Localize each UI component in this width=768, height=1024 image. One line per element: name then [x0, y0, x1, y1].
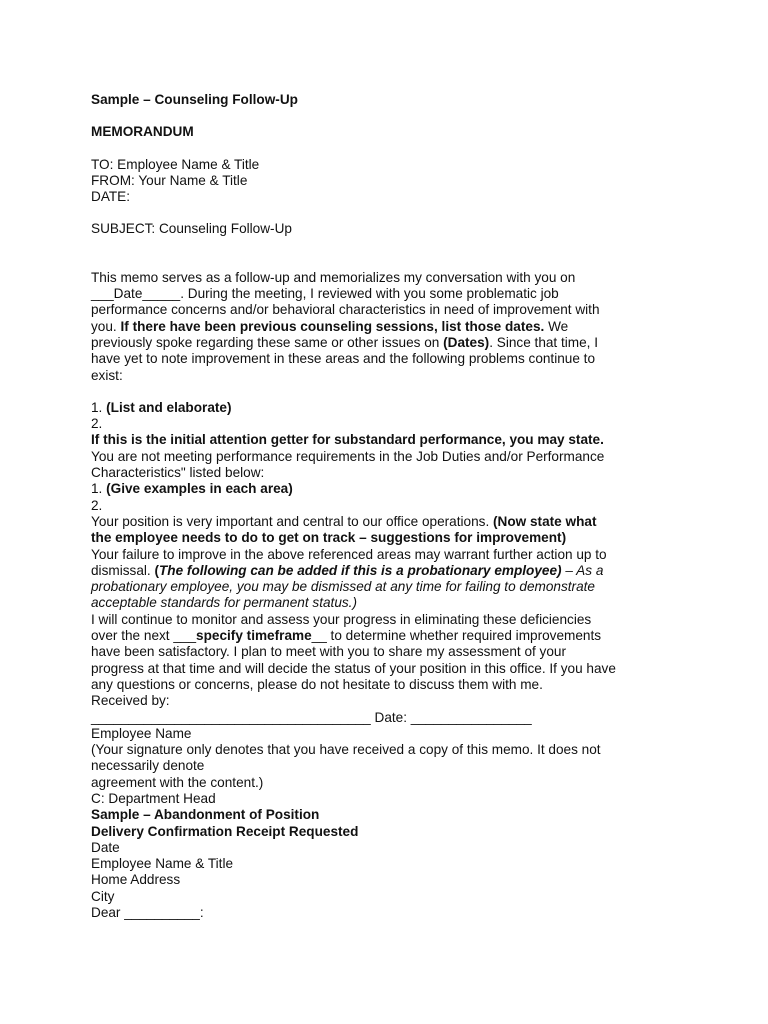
initial-attention-section — [91, 432, 636, 513]
instruction-text: ( — [154, 562, 159, 578]
italic-text: – As a — [561, 562, 604, 578]
signature-note: agreement with the content.) — [91, 774, 264, 790]
salutation: Dear __________: — [91, 905, 204, 921]
subject-line: SUBJECT: Counseling Follow-Up — [91, 221, 292, 237]
from-line: FROM: Your Name & Title — [91, 172, 248, 188]
paragraph-line — [91, 628, 636, 644]
instruction-text: (Now state what — [493, 513, 597, 529]
recipient-address: Home Address — [91, 872, 181, 888]
instruction-text: the employee needs to do to get on track – suggestions for improvement) — [91, 530, 567, 546]
instruction-text: (Dates) — [443, 334, 490, 350]
paragraph-line — [91, 514, 636, 530]
paragraph-line: have been satisfactory. I plan to meet with you to share my assessment of your — [91, 644, 567, 660]
italic-text: probationary employee, you may be dismissed at any time for failing to demonstrate — [91, 579, 595, 595]
received-by-label: Received by: — [91, 693, 170, 709]
text-run: you. — [91, 318, 121, 334]
text-run: Your position is very important and central to our office operations. — [91, 513, 493, 529]
recipient-name: Employee Name & Title — [91, 856, 234, 872]
instruction-text: (Give examples in each area) — [106, 481, 293, 497]
instruction-heading: If this is the initial attention getter for substandard performance, you may state. — [91, 432, 604, 448]
list-item — [91, 481, 636, 497]
text-run: previously spoke regarding these same or other issues on — [91, 334, 444, 350]
list-number: 1. — [91, 399, 107, 415]
document-page — [91, 92, 636, 921]
paragraph-line: performance concerns and/or behavioral characteristics in need of improvement with — [91, 302, 600, 318]
recipient-city: City — [91, 888, 115, 904]
instruction-text: If there have been previous counseling sessions, list those dates. — [120, 318, 545, 334]
list-item — [91, 400, 636, 416]
paragraph-line — [91, 319, 636, 335]
abandonment-sample — [91, 807, 636, 921]
paragraph-line: progress at that time and will decide the status of your position in this office. If you have — [91, 660, 616, 676]
paragraph-line — [91, 563, 636, 579]
text-run: __ to determine whether required improvements — [311, 628, 602, 644]
instruction-text: specify timeframe — [196, 628, 312, 644]
instruction-text: (List and elaborate) — [106, 399, 232, 415]
signature-block — [91, 693, 636, 807]
list-item: 2. — [91, 416, 103, 432]
paragraph-line: any questions or concerns, please do not hesitate to discuss them with me. — [91, 676, 543, 692]
intro-paragraph — [91, 270, 636, 384]
memo-heading: MEMORANDUM — [91, 124, 194, 140]
text-run: over the next ___ — [91, 628, 197, 644]
delivery-notice: Delivery Confirmation Receipt Requested — [91, 823, 359, 839]
list-item: 2. — [91, 497, 103, 513]
paragraph-line: You are not meeting performance requirements in the Job Duties and/or Performance — [91, 448, 605, 464]
problem-list — [91, 400, 636, 433]
signature-note: (Your signature only denotes that you have received a copy of this memo. It does not — [91, 742, 601, 758]
signature-note: necessarily denote — [91, 758, 205, 774]
text-run: . Since that time, I — [489, 334, 598, 350]
cc-line: C: Department Head — [91, 790, 216, 806]
section-title: Sample – Abandonment of Position — [91, 807, 320, 823]
date-line: DATE: — [91, 189, 131, 205]
paragraph-line: exist: — [91, 367, 123, 383]
paragraph-line: have yet to note improvement in these areas and the following problems continue to — [91, 351, 596, 367]
italic-text: acceptable standards for permanent status.) — [91, 595, 357, 611]
improvement-paragraph — [91, 514, 636, 693]
document-title: Sample – Counseling Follow-Up — [91, 92, 298, 107]
paragraph-line: ___Date_____. During the meeting, I reviewed with you some problematic job — [91, 286, 559, 302]
paragraph-line: I will continue to monitor and assess your progress in eliminating these deficiencies — [91, 611, 592, 627]
signature-line: _____________________________________ Date: ________________ — [91, 709, 532, 725]
paragraph-line: Your failure to improve in the above referenced areas may warrant further action up to — [91, 546, 607, 562]
paragraph-line — [91, 335, 636, 351]
to-line: TO: Employee Name & Title — [91, 156, 260, 172]
paragraph-line: This memo serves as a follow-up and memorializes my conversation with you on — [91, 269, 576, 285]
text-run: dismissal. — [91, 562, 155, 578]
paragraph-line: Characteristics" listed below: — [91, 465, 265, 481]
text-run: We — [544, 318, 569, 334]
instruction-text: The following can be added if this is a probationary employee) — [158, 562, 562, 578]
employee-name-label: Employee Name — [91, 725, 192, 741]
date-line: Date — [91, 839, 120, 855]
list-number: 1. — [91, 481, 107, 497]
